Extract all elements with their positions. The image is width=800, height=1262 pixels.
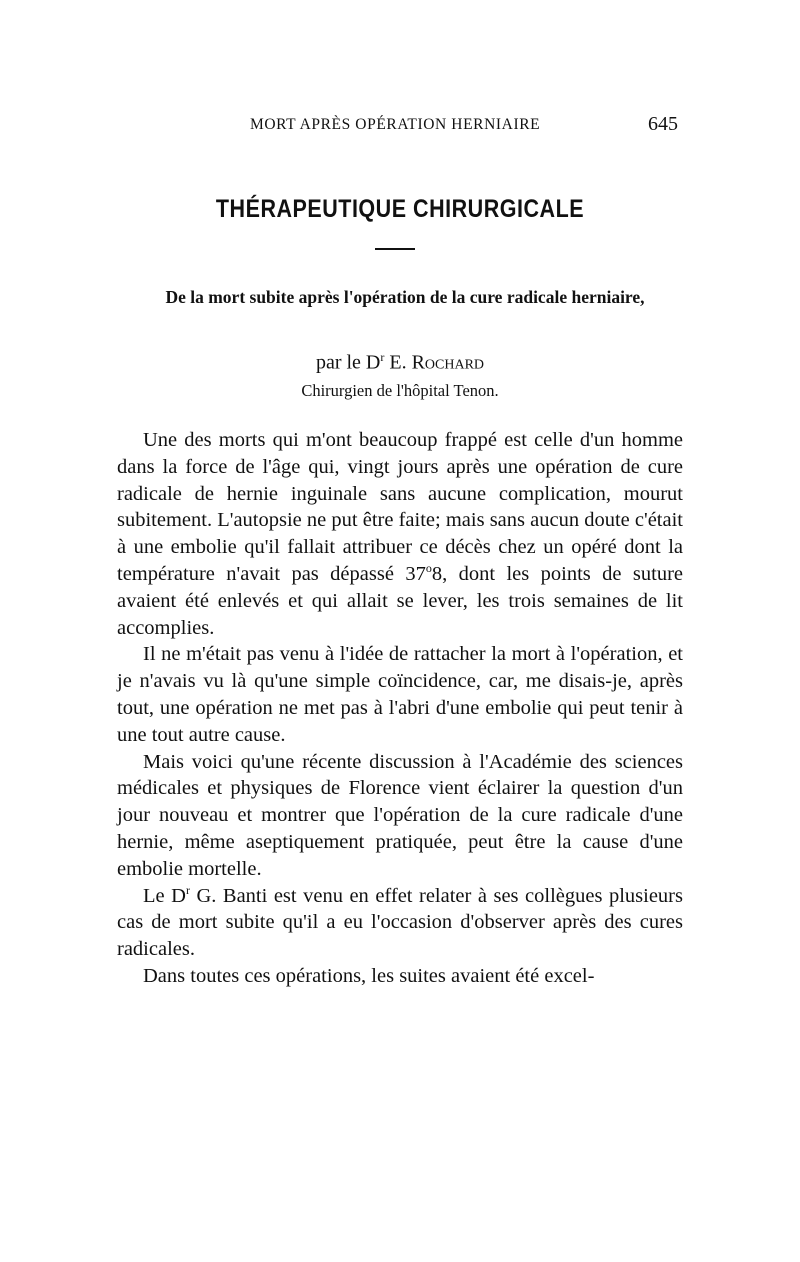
running-head (118, 113, 678, 140)
paragraph-text: Mais voici qu'une récente discussion à l'Académie des sciences médicales et physiques de Florence vient éclairer la question d'un jour nouveau et montrer que l'opération de la cure radicale d'une hernie, même aseptiquement pratiquée, peut être la cause d'une embolie mortelle. (117, 750, 683, 880)
degree-superscript: o (425, 561, 432, 576)
byline-degree: r (380, 350, 385, 364)
body-text (117, 427, 683, 990)
page-number: 645 (648, 113, 678, 135)
paragraph (117, 641, 683, 748)
byline-prefix: par le D (315, 351, 381, 374)
degree-superscript: r (185, 882, 190, 897)
author-affiliation: Chirurgien de l'hôpital Tenon. (301, 381, 499, 400)
paragraph-text: Une des morts qui m'ont beaucoup frappé est celle d'un homme dans la force de l'âge qui, vingt jours après une opération de cure radicale de hernie inguinale sans aucune complication, mourut subitement. L'autopsie ne put être faite; mais sans aucun doute c'était à une embolie qu'il fallait attribuer ce décès chez un opéré dont la température n'avait pas dépassé 37 (117, 429, 683, 585)
paragraph (117, 963, 683, 990)
paragraph (117, 427, 683, 641)
author-name: Rochard (411, 351, 485, 374)
section-title: THÉRAPEUTIQUE CHIRURGICALE (215, 195, 585, 223)
paragraph-text: 8, dont les points de suture avaient été enlevés et qui allait se lever, les trois semaines de lit accomplies. (117, 562, 683, 639)
paragraph (117, 749, 683, 883)
running-head-title: MORT APRÈS OPÉRATION HERNIAIRE (250, 116, 541, 133)
paragraph (117, 883, 683, 963)
article-title: De la mort subite après l'opération de la cure radicale herniaire, (165, 287, 645, 307)
author-byline (0, 350, 800, 375)
paragraph-text: G. Banti est venu en effet relater à ses collègues plusieurs cas de mort subite qu'il a eu l'occasion d'observer après des cures radicales. (117, 884, 683, 961)
paragraph-text: Le D (143, 884, 186, 907)
section-divider (375, 248, 415, 250)
paragraph-text: Il ne m'était pas venu à l'idée de rattacher la mort à l'opération, et je n'avais vu là qu'une simple coïncidence, car, me disais-je, après tout, une opération ne met pas à l'abri d'une embolie qui peut tenir à une tout autre cause. (117, 643, 683, 746)
byline-initial: E. (389, 351, 407, 374)
paragraph-text: Dans toutes ces opérations, les suites avaient été excel- (143, 964, 595, 987)
